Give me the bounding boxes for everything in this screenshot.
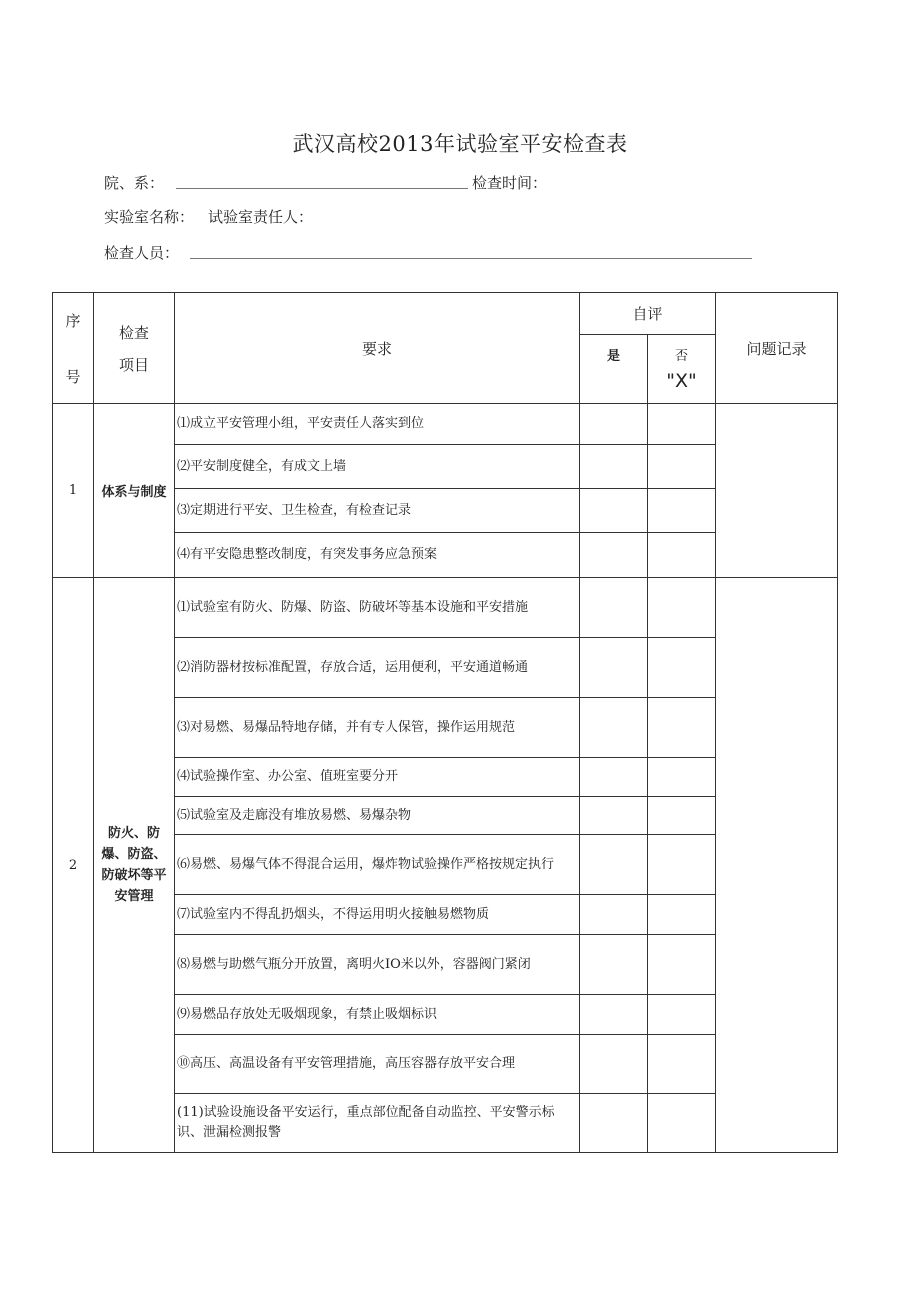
header-no-mark: "X"	[666, 370, 697, 392]
requirement-text: ⑸试验室及走廊没有堆放易燃、易爆杂物	[177, 807, 412, 823]
inspector-label: 检查人员：	[104, 244, 180, 262]
requirement-text: ⑻易燃与助燃气瓶分开放置，离明火IO米以外，容器阀门紧闭	[177, 956, 531, 972]
requirement-text: ⑹易燃、易爆气体不得混合运用，爆炸物试验操作严格按规定执行	[177, 856, 555, 872]
lab-responsible-label: 试验室责任人：	[208, 208, 314, 226]
requirement-text: ⑺试验室内不得乱扔烟头，不得运用明火接触易燃物质	[177, 906, 490, 922]
section-item: 体系与制度	[101, 485, 167, 500]
header-seq-line2: 号	[65, 367, 81, 386]
requirement-text: ⑶对易燃、易爆品特地存储，并有专人保管，操作运用规范	[177, 719, 516, 735]
header-self-eval: 自评	[632, 305, 663, 323]
header-item-line1: 检查	[118, 323, 149, 342]
requirement-text: ⑴试验室有防火、防爆、防盗、防破坏等基本设施和平安措施	[177, 599, 529, 615]
requirement-text: ⑷试验操作室、办公室、值班室要分开	[177, 769, 399, 784]
lab-name-label: 实验室名称：	[104, 208, 195, 226]
requirement-text: ⑵平安制度健全，有成文上墙	[177, 458, 347, 474]
requirement-text: (11)试验设施设备平安运行，重点部位配备自动监控、平安警示标识、泄漏检测报警	[177, 1105, 555, 1140]
header-problem-record: 问题记录	[746, 339, 807, 358]
section-item: 防火、防爆、防盗、防破坏等平安管理	[101, 826, 167, 904]
requirement-text: ⑵消防器材按标准配置，存放合适，运用便利，平安通道畅通	[177, 659, 529, 675]
header-yes: 是	[606, 348, 620, 364]
section-seq: 1	[68, 483, 78, 498]
header-item-line2: 项目	[118, 355, 149, 374]
header-requirement: 要求	[361, 339, 392, 358]
header-no: 否	[674, 348, 688, 364]
requirement-text: ⑼易燃品存放处无吸烟现象，有禁止吸烟标识	[177, 1006, 438, 1022]
requirement-text: ⑶定期进行平安、卫生检查，有检查记录	[177, 502, 412, 518]
requirement-text: ⑷有平安隐患整改制度，有突发事务应急预案	[177, 547, 438, 562]
department-label: 院、系：	[104, 174, 165, 192]
requirement-text: ⑴成立平安管理小组，平安责任人落实到位	[177, 416, 425, 431]
requirement-text: ⑩高压、高温设备有平安管理措施，高压容器存放平安合理	[177, 1056, 516, 1071]
header-seq-line1: 序	[65, 311, 81, 330]
check-time-label: 检查时间：	[472, 174, 548, 192]
section-seq: 2	[68, 857, 78, 873]
page-title: 武汉高校2013年试验室平安检查表	[292, 132, 628, 156]
